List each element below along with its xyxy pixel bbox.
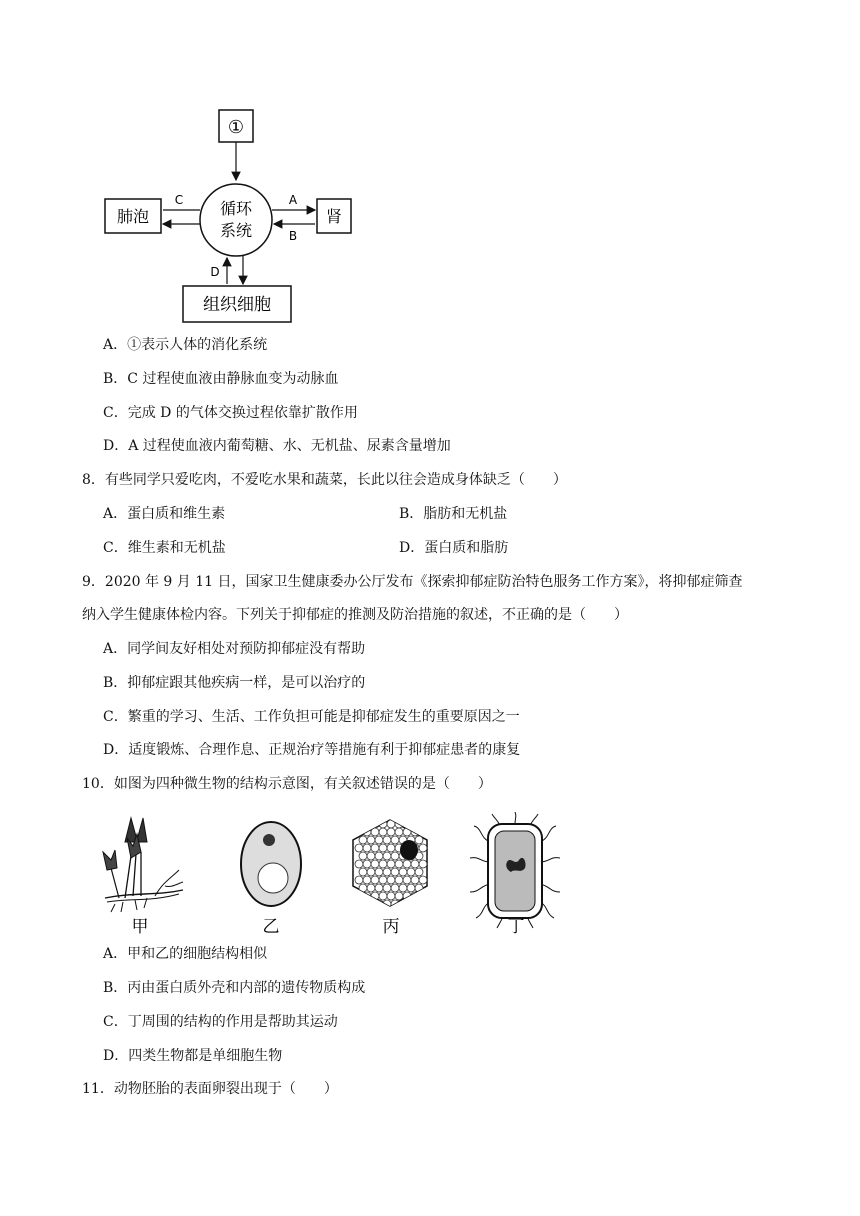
q9-option-a: A．同学间友好相处对预防抑郁症没有帮助 xyxy=(103,641,366,657)
q9-option-b: B．抑郁症跟其他疾病一样，是可以治疗的 xyxy=(103,675,366,691)
left-box-label: 肺泡 xyxy=(116,207,150,226)
q7-option-b: B．C 过程使血液由静脉血变为动脉血 xyxy=(103,371,339,387)
q8-option-b: B．脂肪和无机盐 xyxy=(399,506,508,522)
center-label-2: 系统 xyxy=(219,221,253,240)
figure-label-bing: 丙 xyxy=(382,917,400,937)
label-d: D xyxy=(210,265,220,279)
figure-label-jia: 甲 xyxy=(131,917,149,937)
microorganism-figure xyxy=(95,812,565,940)
q10-option-d: D．四类生物都是单细胞生物 xyxy=(103,1048,283,1064)
q11-stem: 11．动物胚胎的表面卵裂出现于（ ） xyxy=(82,1081,338,1097)
circulation-system-node xyxy=(200,184,272,256)
bottom-box-label: 组织细胞 xyxy=(203,295,271,315)
q10-option-a: A．甲和乙的细胞结构相似 xyxy=(103,946,268,962)
q9-option-d: D．适度锻炼、合理作息、正规治疗等措施有利于抑郁症患者的康复 xyxy=(103,742,521,758)
label-a: A xyxy=(288,193,298,207)
right-box-label: 肾 xyxy=(325,207,343,226)
yeast-drawing xyxy=(241,822,301,906)
q10-stem: 10．如图为四种微生物的结构示意图，有关叙述错误的是（ ） xyxy=(82,776,492,792)
q10-option-c: C．丁周围的结构的作用是帮助其运动 xyxy=(103,1014,338,1030)
label-b: B xyxy=(288,229,298,243)
q9-option-c: C．繁重的学习、生活、工作负担可能是抑郁症发生的重要原因之一 xyxy=(103,709,520,725)
q7-option-d: D．A 过程使血液内葡萄糖、水、无机盐、尿素含量增加 xyxy=(103,438,451,454)
figure-label-ding: 丁 xyxy=(507,917,525,937)
circulation-diagram xyxy=(95,100,375,330)
q7-option-a: A．①表示人体的消化系统 xyxy=(103,337,268,353)
mold-drawing xyxy=(103,818,183,912)
q9-stem-line2: 纳入学生健康体检内容。下列关于抑郁症的推测及防治措施的叙述，不正确的是（ ） xyxy=(82,607,628,623)
virus-drawing xyxy=(353,820,427,908)
q8-option-d: D．蛋白质和脂肪 xyxy=(399,540,509,556)
bacterium-drawing xyxy=(470,812,560,928)
q8-option-a: A．蛋白质和维生素 xyxy=(103,506,226,522)
center-label-1: 循环 xyxy=(219,199,253,218)
q9-stem-line1: 9．2020 年 9 月 11 日，国家卫生健康委办公厅发布《探索抑郁症防治特色服务工作方案》，将抑郁症筛查 xyxy=(82,574,743,590)
q8-stem: 8．有些同学只爱吃肉，不爱吃水果和蔬菜，长此以往会造成身体缺乏（ ） xyxy=(82,472,567,488)
q10-option-b: B．丙由蛋白质外壳和内部的遗传物质构成 xyxy=(103,980,366,996)
q7-option-c: C．完成 D 的气体交换过程依靠扩散作用 xyxy=(103,405,358,421)
top-box-label: ① xyxy=(227,117,245,138)
q8-option-c: C．维生素和无机盐 xyxy=(103,540,226,556)
label-c: C xyxy=(174,193,184,207)
figure-label-yi: 乙 xyxy=(262,917,280,937)
